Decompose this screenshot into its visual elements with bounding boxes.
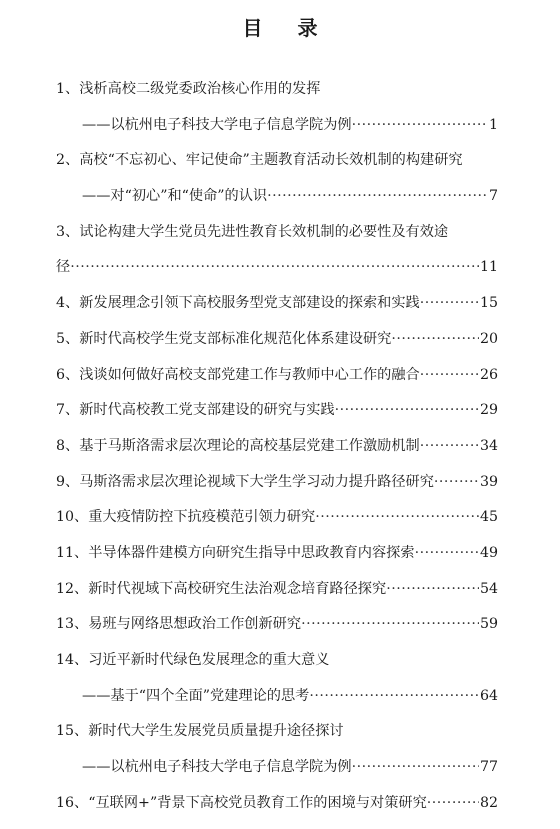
- toc-page-number: 11: [479, 259, 498, 276]
- toc-page-number: 15: [479, 295, 498, 312]
- toc-entry-text: ——对“初心”和“使命”的认识: [82, 188, 268, 205]
- toc-entry-text: 10、重大疫情防控下抗疫模范引领力研究: [56, 509, 316, 526]
- dot-leader: [420, 437, 479, 455]
- toc-entry-text: 7、新时代高校教工党支部建设的研究与实践: [56, 402, 335, 419]
- toc-page-number: 77: [479, 759, 498, 776]
- dot-leader: [352, 758, 479, 776]
- dot-leader: [309, 687, 479, 705]
- toc-entry-text: 6、浅谈如何做好高校支部党建工作与教师中心工作的融合: [56, 366, 420, 383]
- dot-leader: [427, 794, 479, 812]
- toc-entry-6: [56, 366, 498, 402]
- table-of-contents: [56, 80, 498, 829]
- toc-entry-text: 9、马斯洛需求层次理论视域下大学生学习动力提升路径研究: [56, 473, 434, 490]
- toc-entry-text: 径: [56, 259, 71, 276]
- dot-leader: [420, 294, 479, 312]
- toc-entry-8: [56, 437, 498, 473]
- toc-page-number: 26: [479, 366, 498, 383]
- toc-entry-10: [56, 508, 498, 544]
- dot-leader: [70, 258, 479, 276]
- dot-leader: [267, 187, 488, 205]
- toc-page-number: 82: [479, 794, 498, 811]
- toc-entry-5: [56, 330, 498, 366]
- toc-page-number: 39: [479, 473, 498, 490]
- toc-entry-text: 5、新时代高校学生党支部标准化规范化体系建设研究: [56, 330, 392, 347]
- toc-entry-text: 13、易班与网络思想政治工作创新研究: [56, 616, 302, 633]
- toc-entry-2-subtitle: [56, 187, 498, 223]
- toc-entry-7: [56, 401, 498, 437]
- toc-page-number: 59: [479, 616, 498, 633]
- toc-entry-text: 8、基于马斯洛需求层次理论的高校基层党建工作激励机制: [56, 437, 420, 454]
- toc-entry-text: 14、习近平新时代绿色发展理念的重大意义: [56, 652, 330, 668]
- toc-page-number: 45: [479, 509, 498, 526]
- dot-leader: [352, 116, 488, 134]
- toc-entry-text: ——基于“四个全面”党建理论的思考: [82, 687, 310, 704]
- toc-entry-1-subtitle: [56, 116, 498, 152]
- toc-page-number: 29: [479, 402, 498, 419]
- toc-entry-text: 4、新发展理念引领下高校服务型党支部建设的探索和实践: [56, 295, 420, 312]
- toc-entry-2: [56, 151, 498, 187]
- toc-entry-4: [56, 294, 498, 330]
- toc-entry-text: 1、浅析高校二级党委政治核心作用的发挥: [56, 81, 321, 97]
- toc-entry-text: 16、“互联网+”背景下高校党员教育工作的困境与对策研究: [56, 794, 427, 811]
- toc-entry-text: 3、试论构建大学生党员先进性教育长效机制的必要性及有效途: [56, 223, 449, 240]
- toc-entry-14: [56, 651, 498, 687]
- toc-entry-15-subtitle: [56, 758, 498, 794]
- dot-leader: [386, 580, 479, 598]
- toc-entry-3: [56, 223, 498, 259]
- toc-page-number: 64: [479, 687, 498, 704]
- toc-entry-text: 15、新时代大学生发展党员质量提升途径探讨: [56, 723, 344, 740]
- toc-entry-3-continuation: [56, 258, 498, 294]
- dot-leader: [335, 401, 479, 419]
- toc-page-number: 1: [488, 116, 498, 133]
- toc-entry-16: [56, 794, 498, 829]
- toc-entry-text: 11、半导体器件建模方向研究生指导中思政教育内容探索: [56, 544, 415, 561]
- dot-leader: [434, 473, 479, 491]
- toc-entry-15: [56, 722, 498, 758]
- toc-page-number: 54: [479, 580, 498, 597]
- toc-page-number: 49: [479, 544, 498, 561]
- dot-leader: [415, 544, 479, 562]
- toc-entry-text: 2、高校“不忘初心、牢记使命”主题教育活动长效机制的构建研究: [56, 152, 463, 169]
- toc-entry-text: 12、新时代视域下高校研究生法治观念培育路径探究: [56, 580, 387, 597]
- toc-page-number: 34: [479, 437, 498, 454]
- toc-page-number: 20: [479, 330, 498, 347]
- toc-title: 目 录: [242, 16, 332, 40]
- toc-entry-1: [56, 80, 498, 116]
- toc-entry-text: ——以杭州电子科技大学电子信息学院为例: [82, 759, 352, 776]
- toc-entry-14-subtitle: [56, 687, 498, 723]
- toc-entry-12: [56, 580, 498, 616]
- toc-entry-text: ——以杭州电子科技大学电子信息学院为例: [82, 116, 352, 133]
- dot-leader: [315, 508, 479, 526]
- toc-entry-9: [56, 473, 498, 509]
- toc-entry-11: [56, 544, 498, 580]
- dot-leader: [301, 615, 479, 633]
- toc-entry-13: [56, 615, 498, 651]
- dot-leader: [420, 366, 479, 384]
- toc-page-number: 7: [488, 188, 498, 205]
- dot-leader: [391, 330, 479, 348]
